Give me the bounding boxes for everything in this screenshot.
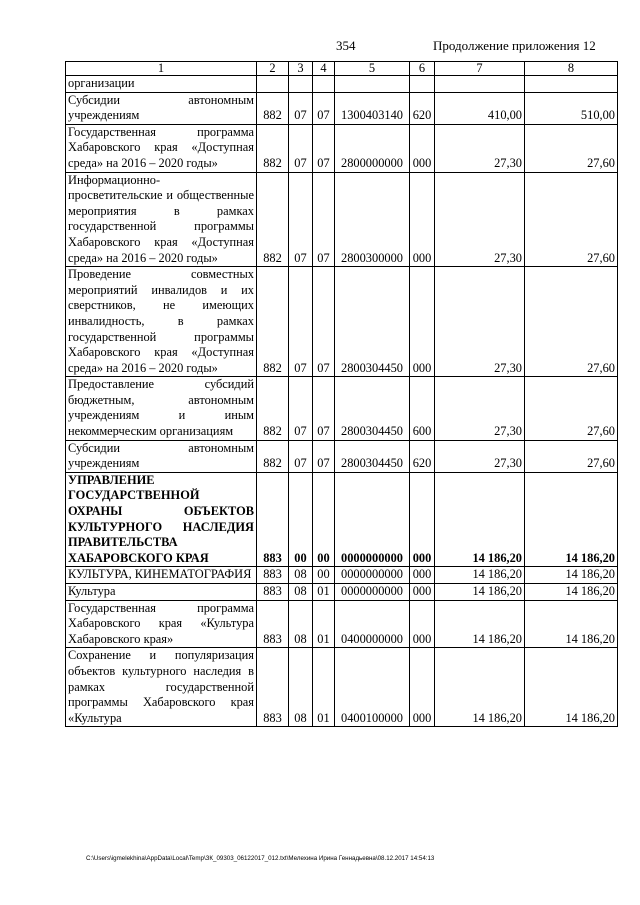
cell-amount-1: 27,30 xyxy=(435,377,525,440)
column-header: 7 xyxy=(435,62,525,76)
cell-section: 08 xyxy=(289,648,313,727)
cell-amount-2: 27,60 xyxy=(525,124,618,172)
table-row xyxy=(66,648,618,727)
cell-target-article: 0400100000 xyxy=(335,648,410,727)
column-header: 1 xyxy=(66,62,257,76)
cell-ministry: 882 xyxy=(257,92,289,124)
cell-subsection: 01 xyxy=(313,600,335,648)
row-name: Сохранение и популяризация объектов культурного наследия в рамках государственной программы Хабаровского края «Культура xyxy=(66,648,257,727)
cell-target-article: 0400000000 xyxy=(335,600,410,648)
cell-subsection: 01 xyxy=(313,584,335,601)
cell-section: 07 xyxy=(289,124,313,172)
row-name: Субсидии автономным учреждениям xyxy=(66,440,257,472)
column-header: 3 xyxy=(289,62,313,76)
table-row xyxy=(66,377,618,440)
cell-target-article: 2800300000 xyxy=(335,172,410,267)
column-header: 6 xyxy=(410,62,435,76)
cell-expense-type: 000 xyxy=(410,472,435,567)
cell-ministry: 882 xyxy=(257,440,289,472)
cell-amount-1: 27,30 xyxy=(435,267,525,377)
cell-amount-2: 14 186,20 xyxy=(525,600,618,648)
cell-expense-type xyxy=(410,76,435,93)
cell-subsection: 01 xyxy=(313,648,335,727)
table-row xyxy=(66,567,618,584)
cell-amount-1: 14 186,20 xyxy=(435,600,525,648)
cell-amount-1: 14 186,20 xyxy=(435,648,525,727)
row-name: Предоставление субсидий бюджетным, автономным учреждениям и иным некоммерческим организациям xyxy=(66,377,257,440)
cell-amount-2: 14 186,20 xyxy=(525,584,618,601)
cell-subsection: 07 xyxy=(313,124,335,172)
cell-amount-2 xyxy=(525,76,618,93)
column-header: 5 xyxy=(335,62,410,76)
cell-section: 07 xyxy=(289,267,313,377)
cell-target-article: 0000000000 xyxy=(335,472,410,567)
cell-subsection: 00 xyxy=(313,472,335,567)
cell-expense-type: 620 xyxy=(410,440,435,472)
row-name: Информационно-просветительские и общественные мероприятия в рамках государственной программы Хабаровского края «Доступная среда» на 2016 – 2020 годы» xyxy=(66,172,257,267)
cell-expense-type: 000 xyxy=(410,567,435,584)
cell-ministry: 882 xyxy=(257,377,289,440)
cell-target-article: 1300403140 xyxy=(335,92,410,124)
file-path-footer: C:\Users\igmelekhina\AppData\Local\Temp\ЗК_09303_06122017_012.txt\Мелехина Ирина Геннадьевна\08.12.2017 14:54:13 xyxy=(86,855,435,862)
cell-amount-2: 27,60 xyxy=(525,172,618,267)
cell-ministry: 882 xyxy=(257,172,289,267)
table-row xyxy=(66,584,618,601)
cell-target-article: 0000000000 xyxy=(335,567,410,584)
column-header: 4 xyxy=(313,62,335,76)
cell-amount-2: 27,60 xyxy=(525,440,618,472)
cell-amount-1: 27,30 xyxy=(435,124,525,172)
cell-ministry: 883 xyxy=(257,648,289,727)
table-row xyxy=(66,124,618,172)
row-name: Государственная программа Хабаровского края «Доступная среда» на 2016 – 2020 годы» xyxy=(66,124,257,172)
row-name: Проведение совместных мероприятий инвалидов и их сверстников, не имеющих инвалидность, в рамках государственной программы Хабаровского края «Доступная среда» на 2016 – 2020 годы» xyxy=(66,267,257,377)
cell-amount-2: 510,00 xyxy=(525,92,618,124)
cell-ministry: 883 xyxy=(257,567,289,584)
budget-table xyxy=(65,61,618,727)
table-row xyxy=(66,472,618,567)
cell-target-article xyxy=(335,76,410,93)
table-row xyxy=(66,440,618,472)
cell-amount-2: 14 186,20 xyxy=(525,472,618,567)
cell-amount-2: 14 186,20 xyxy=(525,567,618,584)
cell-ministry: 883 xyxy=(257,584,289,601)
cell-expense-type: 000 xyxy=(410,124,435,172)
cell-expense-type: 000 xyxy=(410,584,435,601)
cell-subsection: 07 xyxy=(313,377,335,440)
cell-section: 08 xyxy=(289,584,313,601)
cell-section: 07 xyxy=(289,92,313,124)
appendix-caption: Продолжение приложения 12 xyxy=(433,38,596,53)
cell-expense-type: 000 xyxy=(410,648,435,727)
cell-expense-type: 000 xyxy=(410,172,435,267)
cell-section: 07 xyxy=(289,440,313,472)
table-row xyxy=(66,76,618,93)
table-row xyxy=(66,172,618,267)
table-row xyxy=(66,600,618,648)
cell-target-article: 2800304450 xyxy=(335,267,410,377)
cell-ministry: 883 xyxy=(257,472,289,567)
row-name: Субсидии автономным учреждениям xyxy=(66,92,257,124)
header-row xyxy=(66,62,618,76)
cell-amount-1: 14 186,20 xyxy=(435,567,525,584)
cell-expense-type: 000 xyxy=(410,600,435,648)
cell-section: 07 xyxy=(289,377,313,440)
cell-target-article: 0000000000 xyxy=(335,584,410,601)
row-name: организации xyxy=(66,76,257,93)
cell-amount-1: 27,30 xyxy=(435,440,525,472)
cell-expense-type: 600 xyxy=(410,377,435,440)
cell-section: 08 xyxy=(289,600,313,648)
cell-amount-2: 27,60 xyxy=(525,377,618,440)
cell-subsection xyxy=(313,76,335,93)
cell-subsection: 07 xyxy=(313,440,335,472)
cell-section: 00 xyxy=(289,472,313,567)
cell-subsection: 00 xyxy=(313,567,335,584)
column-header: 2 xyxy=(257,62,289,76)
column-header: 8 xyxy=(525,62,618,76)
cell-amount-1: 14 186,20 xyxy=(435,472,525,567)
cell-ministry: 882 xyxy=(257,267,289,377)
cell-subsection: 07 xyxy=(313,92,335,124)
cell-section: 08 xyxy=(289,567,313,584)
cell-ministry: 883 xyxy=(257,600,289,648)
cell-section: 07 xyxy=(289,172,313,267)
cell-section xyxy=(289,76,313,93)
cell-amount-1: 14 186,20 xyxy=(435,584,525,601)
cell-subsection: 07 xyxy=(313,267,335,377)
table-row xyxy=(66,92,618,124)
cell-amount-1: 27,30 xyxy=(435,172,525,267)
cell-target-article: 2800304450 xyxy=(335,440,410,472)
cell-target-article: 2800000000 xyxy=(335,124,410,172)
cell-expense-type: 620 xyxy=(410,92,435,124)
cell-ministry xyxy=(257,76,289,93)
cell-expense-type: 000 xyxy=(410,267,435,377)
page-number: 354 xyxy=(336,38,356,53)
cell-amount-2: 27,60 xyxy=(525,267,618,377)
cell-ministry: 882 xyxy=(257,124,289,172)
row-name: УПРАВЛЕНИЕ ГОСУДАРСТВЕННОЙ ОХРАНЫ ОБЪЕКТОВ КУЛЬТУРНОГО НАСЛЕДИЯ ПРАВИТЕЛЬСТВА ХАБАРОВСКОГО КРАЯ xyxy=(66,472,257,567)
cell-target-article: 2800304450 xyxy=(335,377,410,440)
cell-amount-2: 14 186,20 xyxy=(525,648,618,727)
row-name: Государственная программа Хабаровского края «Культура Хабаровского края» xyxy=(66,600,257,648)
cell-amount-1 xyxy=(435,76,525,93)
row-name: КУЛЬТУРА, КИНЕМАТОГРАФИЯ xyxy=(66,567,257,584)
table-row xyxy=(66,267,618,377)
cell-amount-1: 410,00 xyxy=(435,92,525,124)
row-name: Культура xyxy=(66,584,257,601)
cell-subsection: 07 xyxy=(313,172,335,267)
